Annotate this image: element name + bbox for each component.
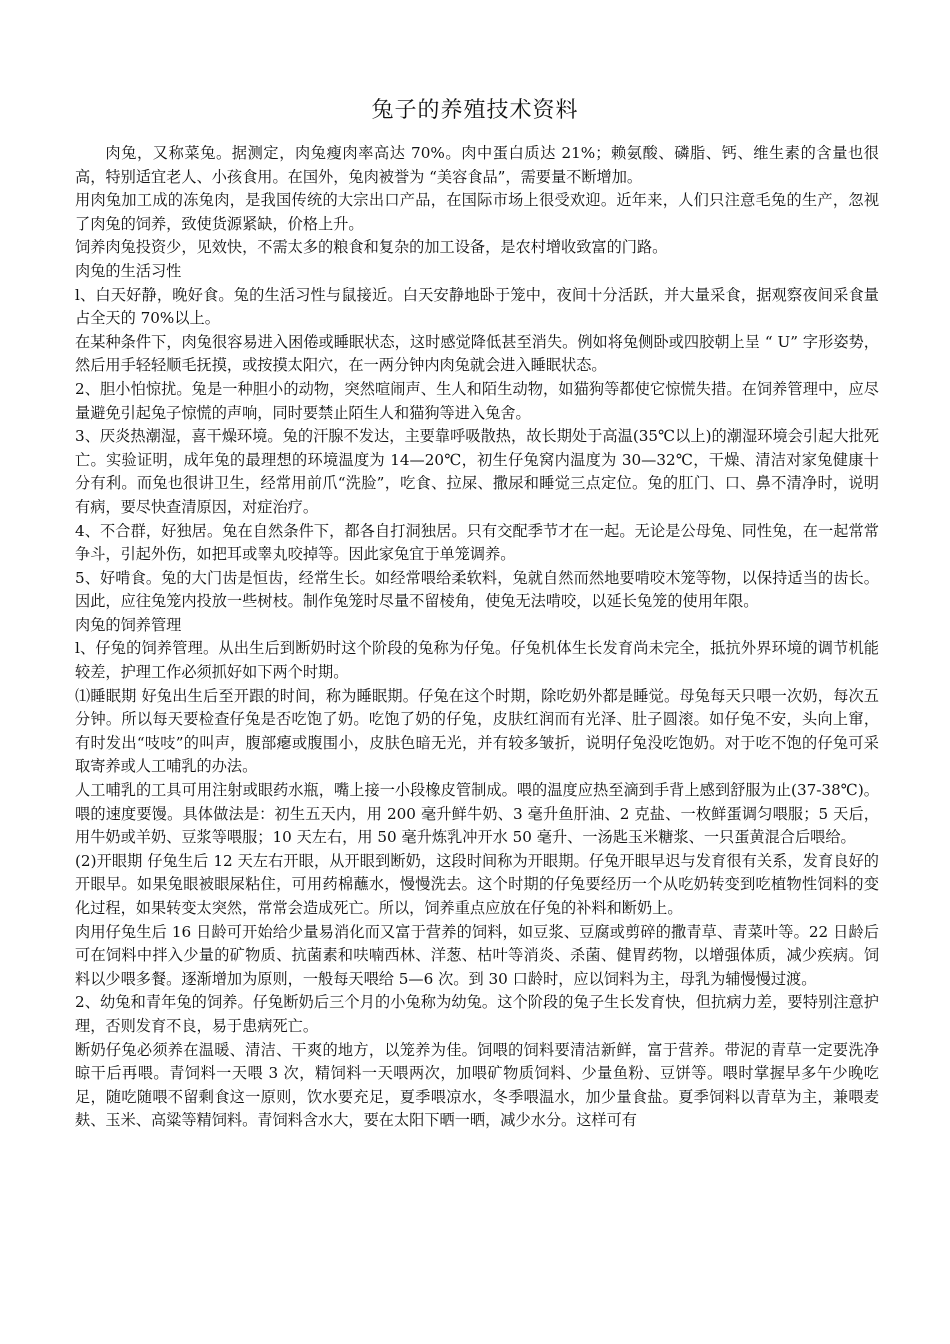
paragraph: l、仔兔的饲养管理。从出生后到断奶时这个阶段的兔称为仔兔。仔兔机体生长发育尚未完全，抵抗外界环境的调节机能较差，护理工作必须抓好如下两个时期。 [75, 639, 879, 682]
section-heading: 肉兔的生活习性 [75, 261, 182, 280]
paragraph: 断奶仔兔必须养在温暖、清洁、干爽的地方，以笼养为佳。饲喂的饲料要清洁新鲜，富于营养。带泥的青草一定要洗净晾干后再喂。青饲料一天喂 3 次，精饲料一天喂两次，加喂矿物质饲料、少量鱼粉、豆饼等。喂时掌握早多午少晚吃足，随吃随喂不留剩食这一原则，饮水要充足，夏季喂凉水，冬季喂温水，加少量食盐。夏季饲料以青草为主，兼喂麦麸、玉米、高粱等精饲料。青饲料含水大，要在太阳下晒一晒，减少水分。这样可有 [75, 1040, 879, 1130]
paragraph: 用肉兔加工成的冻兔肉，是我国传统的大宗出口产品，在国际市场上很受欢迎。近年来，人们只注意毛兔的生产，忽视了肉兔的饲养，致使货源紧缺，价格上升。 [75, 191, 879, 233]
paragraph: 人工哺乳的工具可用注射或眼药水瓶，嘴上接一小段橡皮管制成。喂的温度应热至滴到手背上感到舒服为止(37-38℃)。喂的速度要馒。具体做法是：初生五天内，用 200 毫升鲜牛奶、3 毫升鱼肝油、2 克盐、一枚鲜蛋调匀喂服；5 天后，用牛奶或羊奶、豆浆等喂服；10 天左右，用 50 毫升炼乳冲开水 50 毫升、一汤匙玉米糖浆、一只蛋黄混合后喂给。 [75, 781, 879, 847]
paragraph: 3、厌炎热潮湿，喜干燥环境。兔的汗腺不发达，主要靠呼吸散热，故长期处于高温(35℃以上)的潮湿环境会引起大批死亡。实验证明，成年兔的最理想的环境温度为 14—20℃，初生仔兔窝内温度为 30—32℃，干燥、清洁对家兔健康十分有利。而兔也很讲卫生，经常用前爪“洗脸”，吃食、拉屎、撒尿和睡觉三点定位。兔的肛门、口、鼻不清净时，说明有病，要尽快查清原因，对症治疗。 [75, 427, 880, 516]
paragraph-intro: 肉兔，又称菜兔。据测定，肉兔瘦肉率高达 70%。肉中蛋白质达 21%；赖氨酸、磷脂、钙、维生素的含量也很高，特别适宜老人、小孩食用。在国外，兔肉被誉为 “美容食品”，需要量不断增加。 [75, 144, 879, 186]
paragraph: 肉用仔兔生后 16 日龄可开始给少量易消化而又富于营养的饲料，如豆浆、豆腐或剪碎的撒青草、青菜叶等。22 日龄后可在饲料中拌入少量的矿物质、抗菌素和呋喃西林、洋葱、枯叶等消炎、杀菌、健胃药物，以增强体质，减少疾病。饲料以少喂多餐。逐渐增加为原则，一般每天喂给 5—6 次。到 30 口龄时，应以饲料为主，母乳为辅慢慢过渡。 [75, 922, 879, 988]
document-title: 兔子的养殖技术资料 [371, 98, 579, 123]
paragraph: 2、胆小怕惊扰。兔是一种胆小的动物，突然喧闹声、生人和陌生动物，如猫狗等都使它惊慌失措。在饲养管理中，应尽量避免引起兔子惊慌的声响，同时要禁止陌生人和猫狗等进入兔舍。 [75, 379, 879, 422]
document-body [75, 142, 879, 1133]
section-heading: 肉兔的饲养管理 [75, 615, 182, 634]
paragraph: ⑴睡眠期 好兔出生后至开跟的时间，称为睡眠期。仔兔在这个时期，除吃奶外都是睡觉。母兔每天只喂一次奶，每次五分钟。所以每天要检查仔兔是否吃饱了奶。吃饱了奶的仔兔，皮肤红润而有光泽、肚子圆滚。如仔兔不安，头向上窜，有时发出“吱吱”的叫声，腹部瘪或腹围小，皮肤色暗无光，并有较多皱折，说明仔兔没吃饱奶。对于吃不饱的仔兔可采取寄养或人工哺乳的办法。 [75, 686, 879, 776]
paragraph: (2)开眼期 仔兔生后 12 天左右开眼，从开眼到断奶，这段时间称为开眼期。仔兔开眼早迟与发育很有关系，发育良好的开眼早。如果兔眼被眼屎粘住，可用药棉蘸水，慢慢洗去。这个时期的仔兔要经历一个从吃奶转变到吃植物性饲料的变化过程，如果转变太突然，常常会造成死亡。所以，饲养重点应放在仔兔的补料和断奶上。 [75, 851, 879, 917]
paragraph: 在某种条件下，肉兔很容易进入困倦或睡眠状态，这时感觉降低甚至消失。例如将兔侧卧或四胶朝上呈 “ U” 字形姿势，然后用手轻轻顺毛抚摸，或按摸太阳穴，在一两分钟内肉兔就会进入睡眠状态。 [75, 332, 879, 375]
paragraph: l、白天好静，晚好食。兔的生活习性与鼠接近。白天安静地卧于笼中，夜间十分活跃，并大量采食，据观察夜间采食量占全天的 70%以上。 [75, 285, 879, 328]
paragraph: 饲养肉兔投资少，见效快，不需太多的粮食和复杂的加工设备，是农村增收致富的门路。 [75, 238, 668, 257]
paragraph: 5、好啃食。兔的大门齿是恒齿，经常生长。如经常喂给柔软料，兔就自然而然地要啃咬木笼等物，以保持适当的齿长。因此，应往兔笼内投放一些树枝。制作兔笼时尽量不留棱角，使兔无法啃咬，以延长兔笼的使用年限。 [75, 568, 879, 611]
paragraph: 2、幼兔和青年兔的饲养。仔兔断奶后三个月的小兔称为幼兔。这个阶段的兔子生长发育快，但抗病力差，要特别注意护理，否则发育不良，易于患病死亡。 [75, 993, 879, 1035]
paragraph: 4、不合群，好独居。兔在自然条件下，都各自打洞独居。只有交配季节才在一起。无论是公母兔、同性兔，在一起常常争斗，引起外伤，如把耳或睾丸咬掉等。因此家兔宜于单笼调养。 [75, 521, 879, 564]
